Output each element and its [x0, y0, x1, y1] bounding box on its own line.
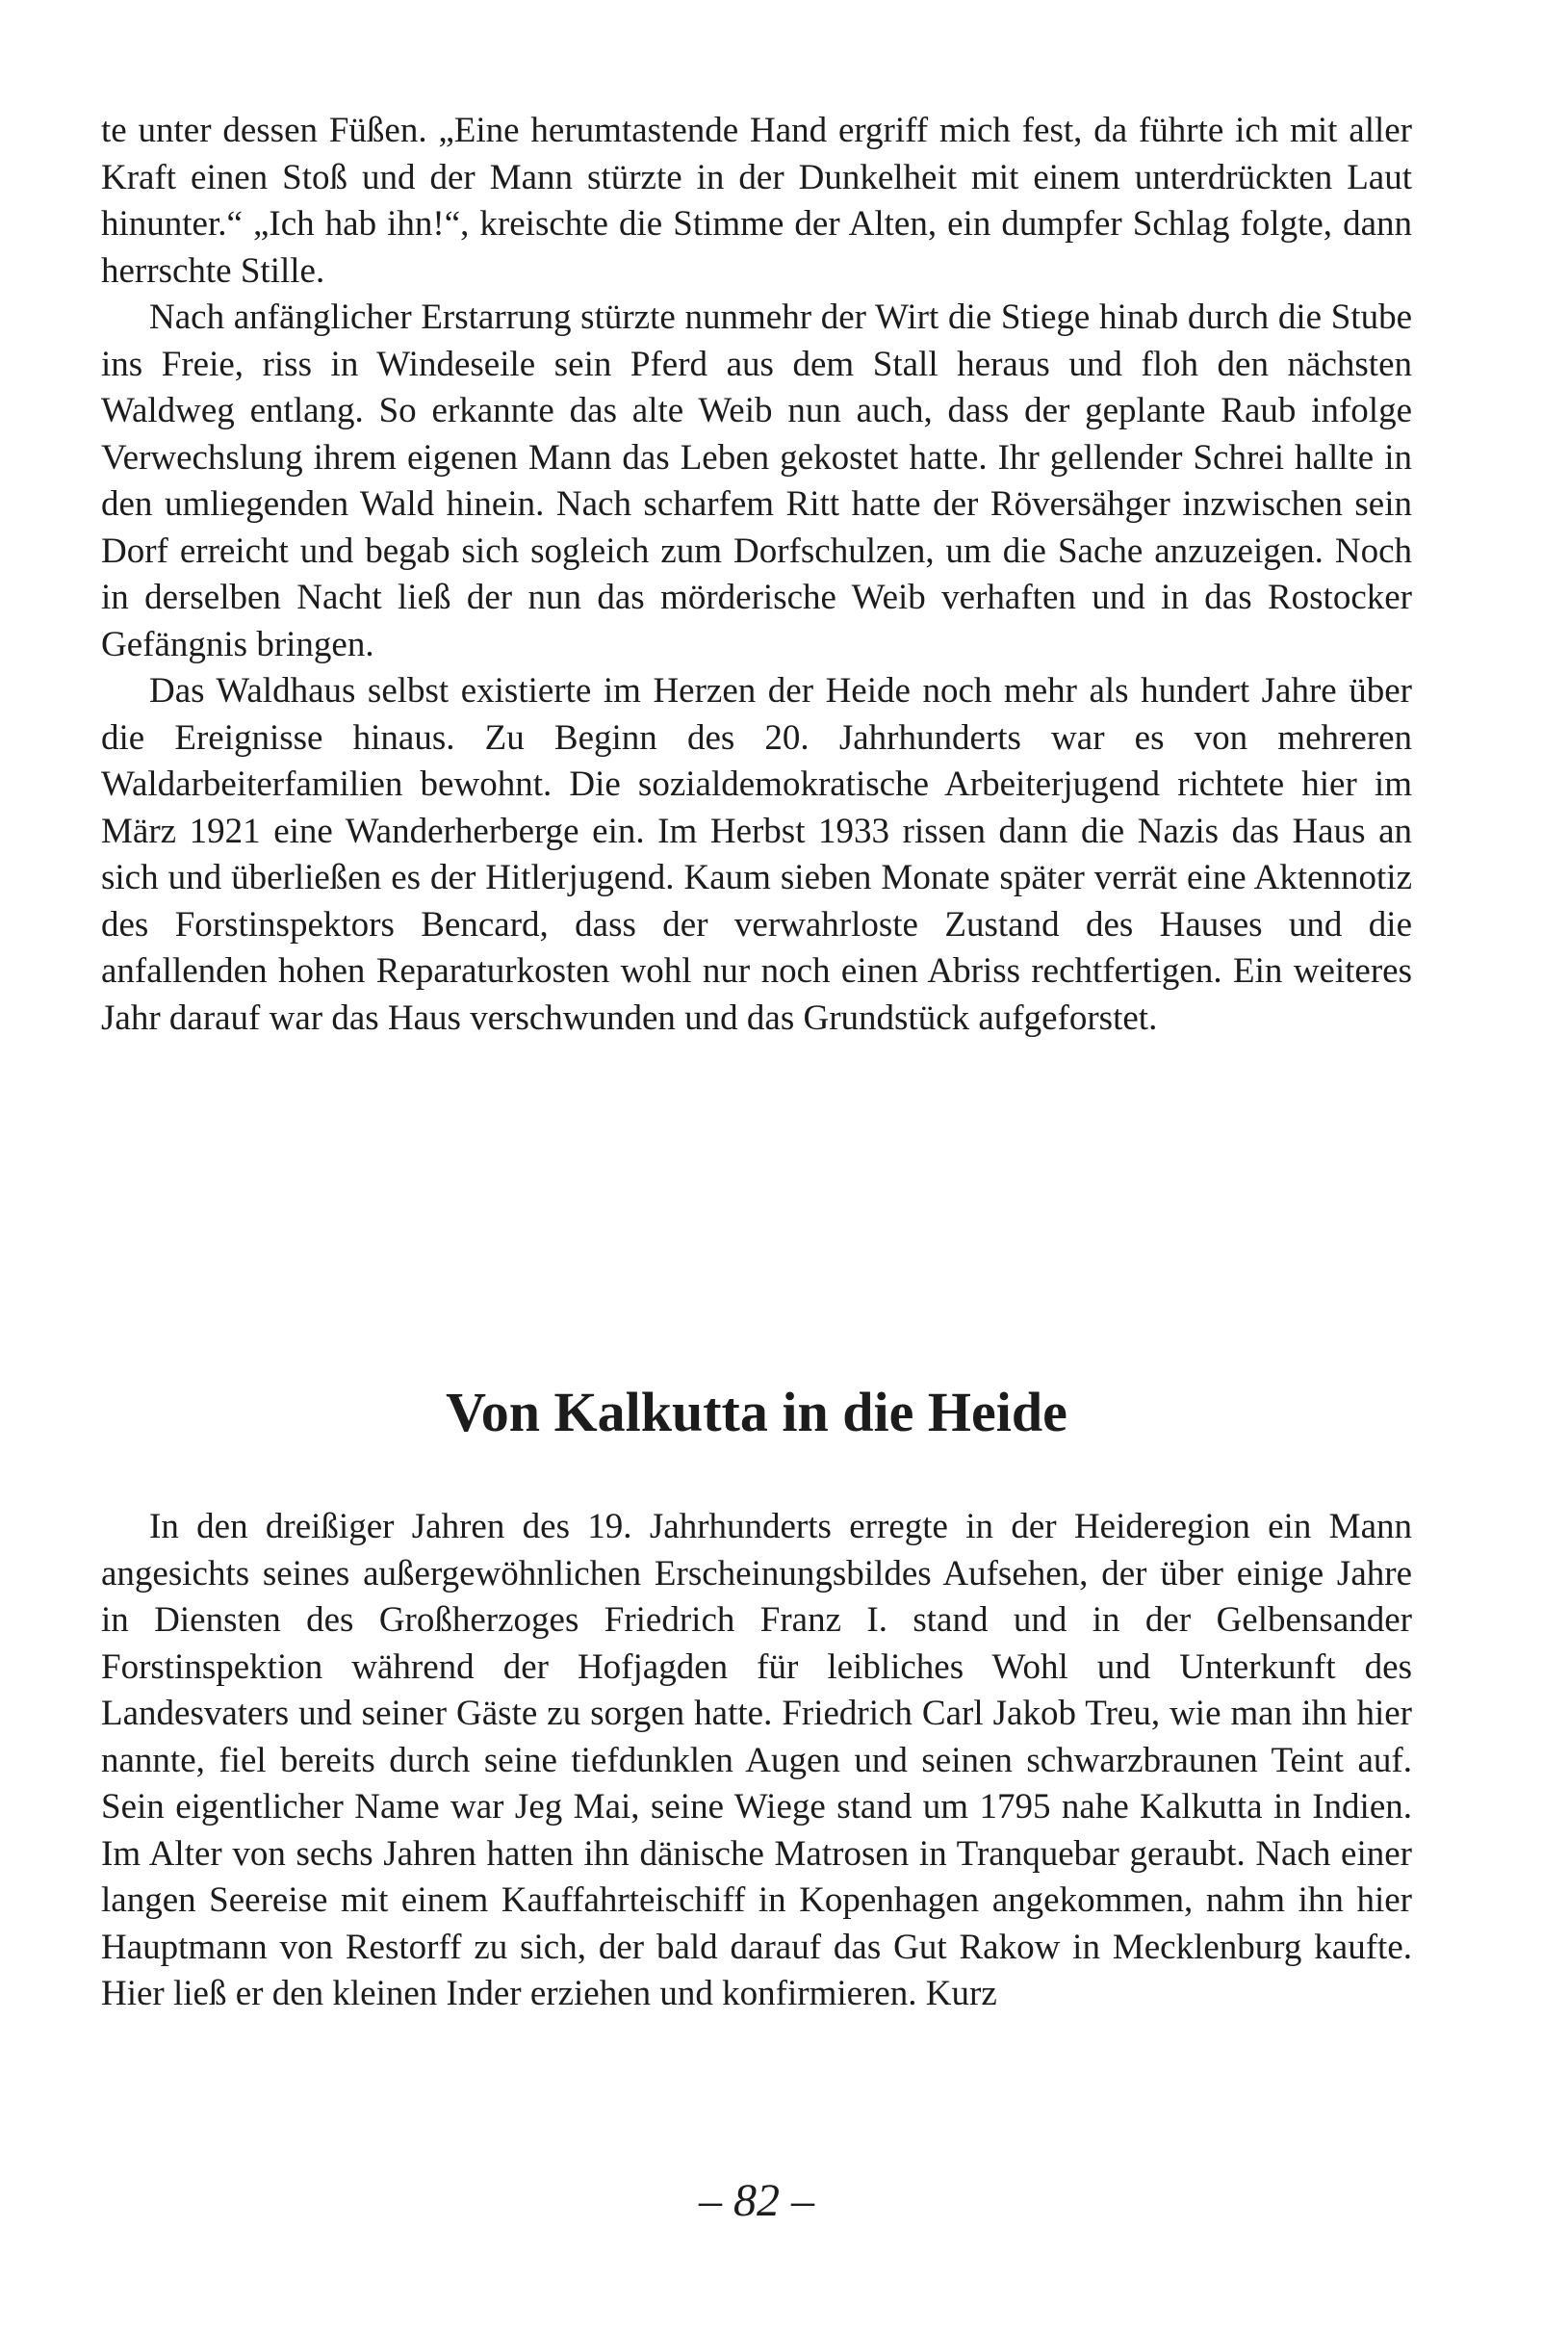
paragraph-kalkutta: In den dreißiger Jahren des 19. Jahrhunderts erregte in der Heideregion ein Mann angesichts seines außergewöhnlichen Erscheinungsbildes Aufsehen, der über einige Jahre in Diensten des Großherzoges Friedrich Franz I. stand und in der Gelbensander Forstinspektion während der Hofjagden für leibliches Wohl und Unterkunft des Landesvaters und seiner Gäste zu sorgen hatte. Friedrich Carl Jakob Treu, wie man ihn hier nannte, fiel bereits durch seine tiefdunklen Augen und seinen schwarzbraunen Teint auf. Sein eigentlicher Name war Jeg Mai, seine Wiege stand um 1795 nahe Kalkutta in Indien. Im Alter von sechs Jahren hatten ihn dänische Matrosen in Tranquebar geraubt. Nach einer langen Seereise mit einem Kauffahrteischiff in Kopenhagen angekommen, nahm ihn hier Hauptmann von Restorff zu sich, der bald darauf das Gut Rakow in Mecklenburg kaufte. Hier ließ er den kleinen Inder erziehen und konfirmieren. Kurz: [101, 1507, 1412, 2013]
upper-text-block: [101, 108, 1412, 1042]
paragraph-waldhaus: Das Waldhaus selbst existierte im Herzen der Heide noch mehr als hundert Jahre über die Ereignisse hinaus. Zu Beginn des 20. Jahrhunderts war es von mehreren Waldarbeiterfamilien bewohnt. Die sozialdemokratische Arbeiterjugend richtete hier im März 1921 eine Wanderherberge ein. Im Herbst 1933 rissen dann die Nazis das Haus an sich und überließen es der Hitlerjugend. Kaum sieben Monate später verrät eine Aktennotiz des Forstinspektors Bencard, dass der verwahrloste Zustand des Hauses und die anfallenden hohen Reparaturkosten wohl nur noch einen Abriss rechtfertigen. Ein weiteres Jahr darauf war das Haus verschwunden und das Grundstück aufgeforstet.: [101, 671, 1412, 1038]
paragraph-continuation: te unter dessen Füßen. „Eine herumtastende Hand ergriff mich fest, da führte ich mit aller Kraft einen Stoß und der Mann stürzte in der Dunkelheit mit einem unterdrückten Laut hinunter.“ „Ich hab ihn!“, kreischte die Stimme der Alten, ein dumpfer Schlag folgte, dann herrschte Stille.: [101, 111, 1412, 291]
paragraph-escape: Nach anfänglicher Erstarrung stürzte nunmehr der Wirt die Stiege hinab durch die Stube ins Freie, riss in Windeseile sein Pferd aus dem Stall heraus und floh den nächsten Waldweg entlang. So erkannte das alte Weib nun auch, dass der geplante Raub infolge Verwechslung ihrem eigenen Mann das Leben gekostet hatte. Ihr gellender Schrei hallte in den umliegenden Wald hinein. Nach scharfem Ritt hatte der Röversähger inzwischen sein Dorf erreicht und begab sich sogleich zum Dorfschulzen, um die Sache anzuzeigen. Noch in derselben Nacht ließ der nun das mörderische Weib verhaften und in das Rostocker Gefängnis bringen.: [101, 298, 1412, 664]
chapter-title: Von Kalkutta in die Heide: [446, 1381, 1067, 1443]
lower-text-block: [101, 1504, 1412, 2018]
page-number: – 82 –: [699, 2175, 814, 2226]
